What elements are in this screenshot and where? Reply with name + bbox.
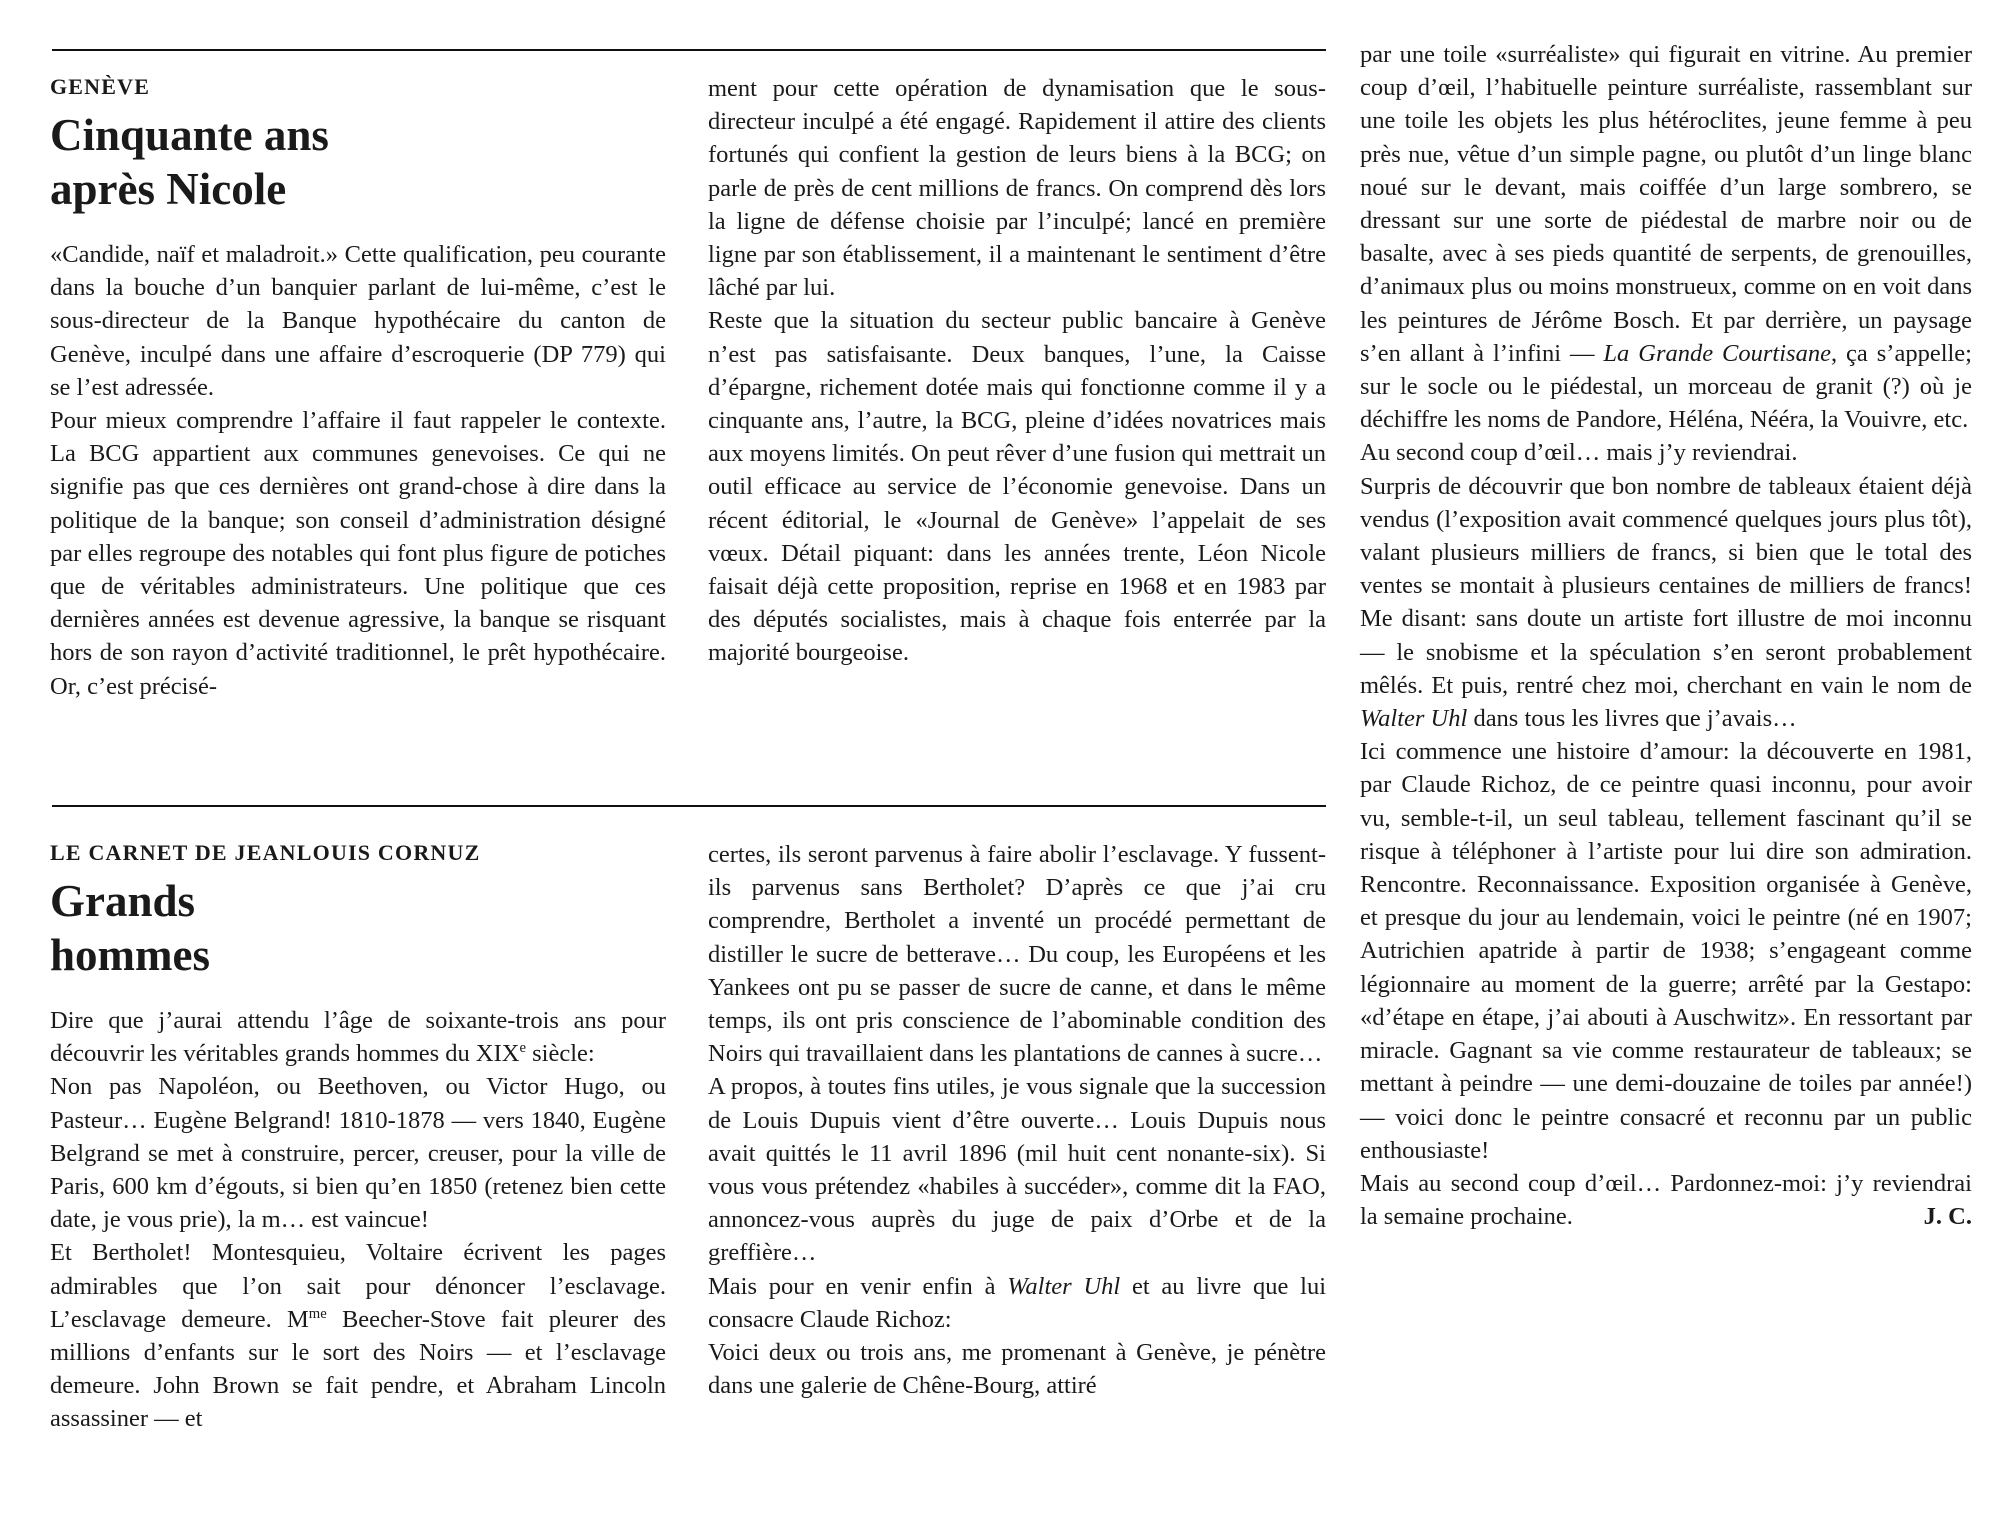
text-run: , ça s’appelle; sur le socle ou le piédestal, un morceau de granit (?) où je déchiffre les noms de Pandore, Héléna, Nééra, la Vouivre, etc.: [1360, 339, 1972, 434]
italic-title: La Grande Courtisane: [1603, 339, 1831, 367]
italic-title: Walter Uhl: [1360, 705, 1468, 733]
article2-headline-line1: Grands: [50, 876, 196, 926]
text-run: Mais pour en venir enfin à: [708, 1272, 1008, 1300]
article1-headline: [50, 108, 666, 216]
text-run: Dire que j’aurai attendu l’âge de soixante-trois ans pour découvrir les véritables grands hommes du XIX: [50, 1007, 666, 1068]
paragraph: [708, 1270, 1326, 1336]
article1-column-2: [708, 72, 1326, 670]
paragraph: [50, 1004, 666, 1070]
article1-headline-line1: Cinquante ans: [50, 110, 329, 160]
paragraph: [50, 1236, 666, 1435]
paragraph: Reste que la situation du secteur public bancaire à Genève n’est pas satisfaisante. Deux banques, l’une, la Caisse d’épargne, richement dotée mais qui fonctionne comme il y a cinquante ans, l’autre, la BCG, pleine d’idées novatrices mais aux moyens limités. On peut rêver d’une fusion qui mettrait un outil efficace au service de l’économie genevoise. Dans un récent éditorial, le «Journal de Genève» l’appelait de ses vœux. Détail piquant: dans les années trente, Léon Nicole faisait déjà cette proposition, reprise en 1968 et en 1983 par des députés socialistes, mais à chaque fois enterrée par la majorité bourgeoise.: [708, 307, 1326, 667]
article2-headline: [50, 874, 666, 982]
text-run: dans tous les livres que j’avais…: [1467, 705, 1797, 733]
paragraph: Voici deux ou trois ans, me promenant à Genève, je pénètre dans une galerie de Chêne-Bourg, attiré: [708, 1339, 1326, 1400]
signature: J. C.: [1923, 1203, 1972, 1231]
paragraph: Ici commence une histoire d’amour: la découverte en 1981, par Claude Richoz, de ce peintre quasi inconnu, pour avoir vu, semble-t-il, un seul tableau, tellement fascinant qu’il se risque à téléphoner à l’artiste pour lui dire son admiration. Rencontre. Reconnaissance. Exposition organisée à Genève, et presque du jour au lendemain, voici le peintre (né en 1907; Autrichien apatride à partir de 1938; s’engageant comme légionnaire au moment de la guerre; arrêté par la Gestapo: «d’étape en étape, j’ai abouti à Auschwitz». En ressortant par miracle. Gagnant sa vie comme restaurateur de tableaux; se mettant à peindre — une demi-douzaine de toiles par année!) — voici donc le peintre consacré et reconnu par un public enthousiaste!: [1360, 738, 1972, 1164]
paragraph: [1360, 1167, 1972, 1233]
paragraph: Au second coup d’œil… mais j’y reviendrai.: [1360, 439, 1798, 467]
article1-kicker: GENÈVE: [50, 74, 151, 99]
top-rule: [52, 49, 1326, 51]
article2-kicker: LE CARNET DE JEANLOUIS CORNUZ: [50, 840, 481, 865]
text-run: Beecher-Stove fait pleurer des millions d’enfants sur le sort des Noirs — et l’esclavage demeure. John Brown se fait pendre, et Abraham Lincoln assassiner — et: [50, 1305, 666, 1433]
text-run: et au livre que lui consacre Claude Richoz:: [708, 1272, 1327, 1333]
text-run: Surpris de découvrir que bon nombre de tableaux étaient déjà vendus (l’exposition avait commencé quelques jours plus tôt), valant plusieurs milliers de francs, si bien que le total des ventes se montait à plusieurs centaines de milliers de francs! Me disant: sans doute un artiste fort illustre de moi inconnu — le snobisme et la spéculation s’en seront probablement mêlés. Et puis, rentré chez moi, cherchant en vain le nom de: [1360, 472, 1972, 699]
text-run: Mais au second coup d’œil… Pardonnez-moi: j’y reviendrai la semaine prochaine.: [1360, 1169, 1972, 1231]
text-run: siècle:: [526, 1040, 595, 1068]
paragraph: «Candide, naïf et maladroit.» Cette qualification, peu courante dans la bouche d’un banquier parlant de lui-même, c’est le sous-directeur de la Banque hypothécaire du canton de Genève, inculpé dans une affaire d’escroquerie (DP 779) qui se l’est adressée.: [50, 241, 666, 401]
paragraph: Non pas Napoléon, ou Beethoven, ou Victor Hugo, ou Pasteur… Eugène Belgrand! 1810-1878 — vers 1840, Eugène Belgrand se met à construire, percer, creuser, pour la ville de Paris, 600 km d’égouts, si bien qu’en 1850 (retenez bien cette date, je vous prie), la m… est vaincue!: [50, 1073, 666, 1234]
paragraph: certes, ils seront parvenus à faire abolir l’esclavage. Y fussent-ils parvenus sans Bertholet? D’après ce que j’ai cru comprendre, Bertholet a inventé un procédé permettant de distiller le sucre de betterave… Du coup, les Européens et les Yankees ont pu se passer de sucre de canne, et dans le même temps, ils ont pris conscience de l’abominable condition des Noirs qui travaillaient dans les plantations de cannes à sucre…: [708, 841, 1326, 1068]
paragraph: Pour mieux comprendre l’affaire il faut rappeler le contexte. La BCG appartient aux communes genevoises. Ce qui ne signifie pas que ces dernières ont grand-chose à dire dans la politique de la banque; son conseil d’administration désigné par elles regroupe des notables qui font plus figure de potiches que de véritables administrateurs. Une politique que ces dernières années est devenue agressive, la banque se risquant hors de son rayon d’activité traditionnel, le prêt hypothécaire. Or, c’est précisé-: [50, 407, 666, 700]
article2-column-1: [50, 838, 666, 1436]
article1-headline-line2: après Nicole: [50, 164, 287, 214]
paragraph: A propos, à toutes fins utiles, je vous signale que la succession de Louis Dupuis vient d’être ouverte… Louis Dupuis nous avait quittés le 11 avril 1896 (mil huit cent nonante-six). Si vous vous prétendez «habiles à succéder», comme dit la FAO, annoncez-vous auprès du juge de paix d’Orbe et de la greffière…: [708, 1073, 1326, 1267]
article2-column-3: [1360, 38, 1972, 1233]
text-run: par une toile «surréaliste» qui figurait en vitrine. Au premier coup d’œil, l’habituelle peinture surréaliste, rassemblant sur une toile les objets les plus hétéroclites, jeune femme à peu près nue, vêtue d’un simple pagne, ou plutôt d’un linge blanc noué sur le devant, mais coiffée d’un large sombrero, se dressant sur une sorte de piédestal de marbre noir ou de basalte, avec à ses pieds quantité de serpents, de grenouilles, d’animaux plus ou moins monstrueux, comme on en voit dans les peintures de Jérôme Bosch. Et par derrière, un paysage s’en allant à l’infini —: [1360, 41, 1972, 367]
superscript: me: [308, 1305, 327, 1322]
text-run: Et Bertholet! Montesquieu, Voltaire écrivent les pages admirables que l’on sait pour dénoncer l’esclavage. L’esclavage demeure. M: [50, 1239, 666, 1333]
superscript: e: [519, 1040, 526, 1057]
paragraph: ment pour cette opération de dynamisation que le sous-directeur inculpé a été engagé. Rapidement il attire des clients fortunés qui confient la gestion de leurs biens à la BCG; on parle de près de cent millions de francs. On comprend dès lors la ligne de défense choisie par l’inculpé; lancé en première ligne par son établissement, il a maintenant le sentiment d’être lâché par lui.: [708, 75, 1326, 302]
paragraph: [1360, 38, 1972, 436]
article2-column-2: [708, 838, 1326, 1402]
middle-rule: [52, 805, 1326, 807]
paragraph: [1360, 470, 1972, 736]
italic-title: Walter Uhl: [1007, 1272, 1121, 1300]
article1-column-1: [50, 72, 666, 703]
article2-headline-line2: hommes: [50, 930, 210, 980]
